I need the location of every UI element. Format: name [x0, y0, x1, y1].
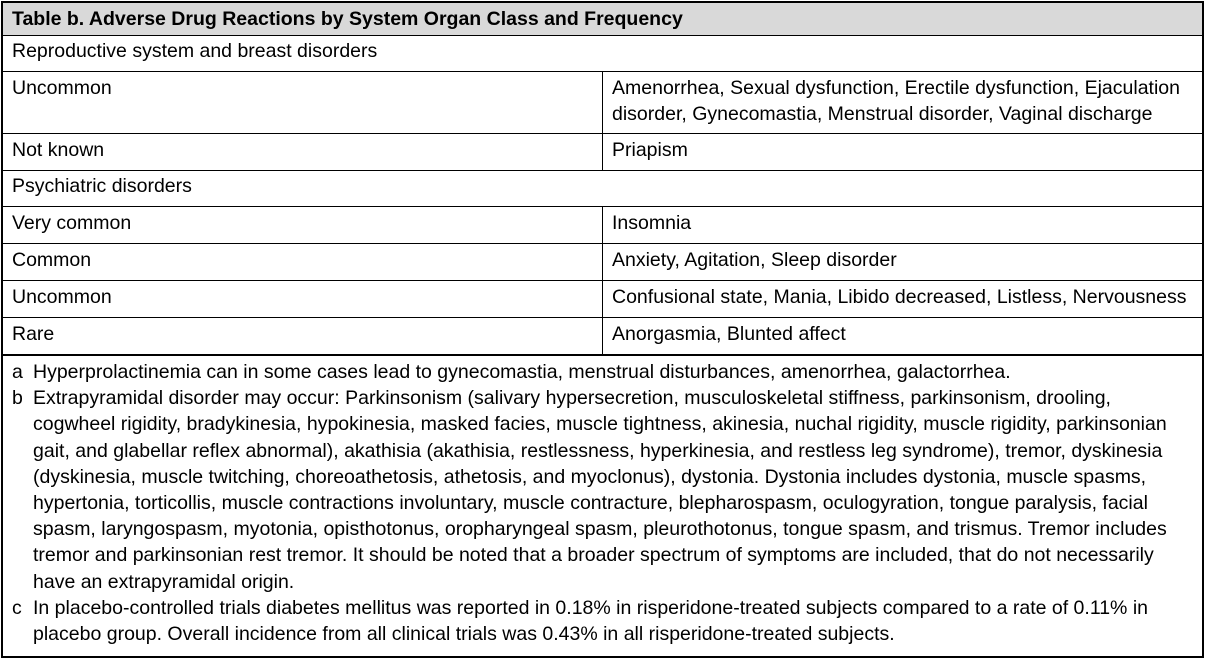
adverse-reactions-table	[3, 3, 1202, 355]
table-row	[3, 72, 1202, 134]
reactions-cell: Insomnia	[603, 207, 1203, 244]
footnote-b	[12, 385, 1194, 595]
section-row	[3, 36, 1202, 72]
frequency-cell: Uncommon	[3, 281, 603, 318]
frequency-cell: Uncommon	[3, 72, 603, 134]
reactions-cell: Anorgasmia, Blunted affect	[603, 318, 1203, 355]
section-header-reproductive: Reproductive system and breast disorders	[3, 36, 1202, 72]
table-row	[3, 207, 1202, 244]
adverse-reactions-table-container	[1, 1, 1204, 658]
frequency-cell: Not known	[3, 134, 603, 171]
frequency-cell: Rare	[3, 318, 603, 355]
table-row	[3, 281, 1202, 318]
table-row	[3, 318, 1202, 355]
table-title: Table b. Adverse Drug Reactions by System Organ Class and Frequency	[3, 3, 1202, 36]
table-row	[3, 134, 1202, 171]
footnote-text: Hyperprolactinemia can in some cases lead to gynecomastia, menstrual disturbances, amenorrhea, galactorrhea.	[33, 361, 1011, 383]
frequency-cell: Very common	[3, 207, 603, 244]
section-row	[3, 171, 1202, 207]
reactions-cell: Anxiety, Agitation, Sleep disorder	[603, 244, 1203, 281]
footnote-letter: a	[12, 361, 23, 383]
footnote-text: In placebo-controlled trials diabetes mellitus was reported in 0.18% in risperidone-treated subjects compared to a rate of 0.11% in placebo group. Overall incidence from all clinical trials was 0.43% in all risperidone-treated subjects.	[33, 596, 1148, 646]
footnote-text: Extrapyramidal disorder may occur: Parkinsonism (salivary hypersecretion, musculoskeletal stiffness, parkinsonism, drooling, cogwheel rigidity, bradykinesia, hypokinesia, masked facies, muscle tightness, akinesia, nuchal rigidity, muscle rigidity, parkinsonian gait, and glabellar reflex abnormal), akathisia (akathisia, restlessness, hyperkinesia, and restless leg syndrome), tremor, dyskinesia (dyskinesia, muscle twitching, choreoathetosis, athetosis, and myoclonus), dystonia. Dystonia includes dystonia, muscle spasms, hypertonia, torticollis, muscle contractions involuntary, muscle contracture, blepharospasm, oculogyration, tongue paralysis, facial spasm, laryngospasm, myotonia, opisthotonus, oropharyngeal spasm, pleurothotonus, tongue spasm, and trismus. Tremor includes tremor and parkinsonian rest tremor. It should be noted that a broader spectrum of symptoms are included, that do not necessarily have an extrapyramidal origin.	[33, 387, 1167, 593]
table-row	[3, 244, 1202, 281]
footnotes	[3, 355, 1202, 647]
footnote-letter: b	[12, 387, 23, 410]
footnote-a	[12, 359, 1194, 385]
reactions-cell: Amenorrhea, Sexual dysfunction, Erectile dysfunction, Ejaculation disorder, Gynecomastia, Menstrual disorder, Vaginal discharge	[603, 72, 1203, 134]
footnote-c	[12, 595, 1194, 647]
reactions-cell: Confusional state, Mania, Libido decreased, Listless, Nervousness	[603, 281, 1203, 318]
table-title-row	[3, 3, 1202, 36]
frequency-cell: Common	[3, 244, 603, 281]
section-header-psychiatric: Psychiatric disorders	[3, 171, 1202, 207]
reactions-cell: Priapism	[603, 134, 1203, 171]
footnote-letter: c	[12, 596, 22, 619]
